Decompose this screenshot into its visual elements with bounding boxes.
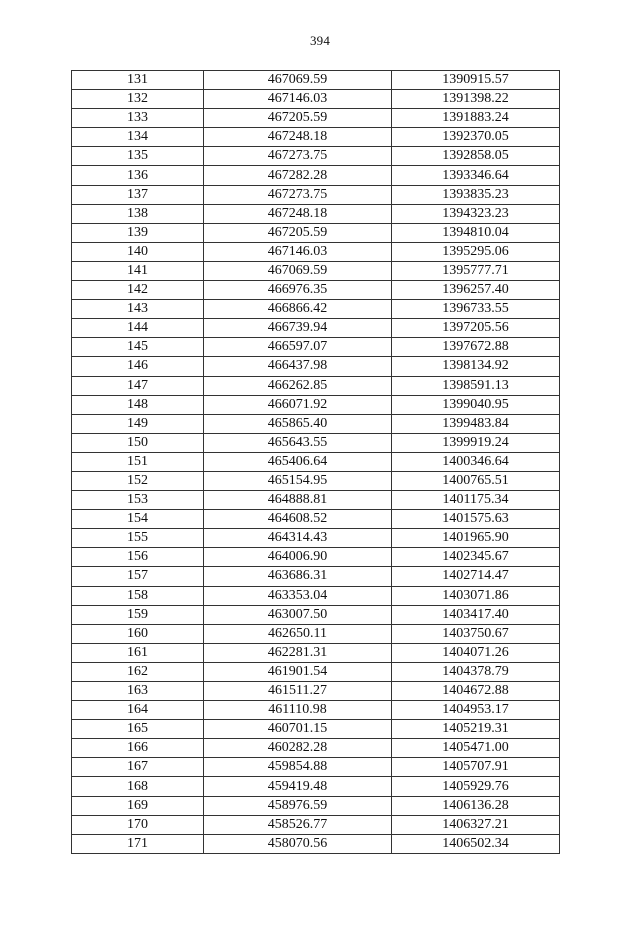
table-row (72, 261, 560, 280)
y-coordinate-cell: 1406327.21 (392, 815, 560, 834)
table-row (72, 185, 560, 204)
y-coordinate-cell: 1392370.05 (392, 128, 560, 147)
x-coordinate-cell: 464888.81 (204, 491, 392, 510)
table-row (72, 223, 560, 242)
table-row (72, 510, 560, 529)
x-coordinate-cell: 459419.48 (204, 777, 392, 796)
x-coordinate-cell: 462281.31 (204, 643, 392, 662)
y-coordinate-cell: 1397205.56 (392, 319, 560, 338)
y-coordinate-cell: 1396733.55 (392, 300, 560, 319)
table-row (72, 166, 560, 185)
y-coordinate-cell: 1393835.23 (392, 185, 560, 204)
y-coordinate-cell: 1394323.23 (392, 204, 560, 223)
coordinate-table (71, 70, 560, 854)
page-number: 394 (309, 33, 331, 48)
point-number-cell: 171 (72, 834, 204, 853)
point-number-cell: 146 (72, 357, 204, 376)
table-row (72, 471, 560, 490)
table-row (72, 109, 560, 128)
y-coordinate-cell: 1403071.86 (392, 586, 560, 605)
x-coordinate-cell: 464608.52 (204, 510, 392, 529)
table-row (72, 701, 560, 720)
x-coordinate-cell: 467146.03 (204, 90, 392, 109)
y-coordinate-cell: 1391883.24 (392, 109, 560, 128)
y-coordinate-cell: 1405707.91 (392, 758, 560, 777)
point-number-cell: 145 (72, 338, 204, 357)
point-number-cell: 166 (72, 739, 204, 758)
point-number-cell: 134 (72, 128, 204, 147)
point-number-cell: 157 (72, 567, 204, 586)
table-row (72, 720, 560, 739)
y-coordinate-cell: 1395295.06 (392, 242, 560, 261)
table-row (72, 529, 560, 548)
y-coordinate-cell: 1405219.31 (392, 720, 560, 739)
table-row (72, 758, 560, 777)
y-coordinate-cell: 1402345.67 (392, 548, 560, 567)
x-coordinate-cell: 465154.95 (204, 471, 392, 490)
x-coordinate-cell: 462650.11 (204, 624, 392, 643)
point-number-cell: 163 (72, 682, 204, 701)
point-number-cell: 147 (72, 376, 204, 395)
table-row (72, 395, 560, 414)
x-coordinate-cell: 461511.27 (204, 682, 392, 701)
x-coordinate-cell: 466597.07 (204, 338, 392, 357)
y-coordinate-cell: 1390915.57 (392, 71, 560, 90)
table-row (72, 682, 560, 701)
x-coordinate-cell: 465406.64 (204, 452, 392, 471)
y-coordinate-cell: 1405471.00 (392, 739, 560, 758)
point-number-cell: 156 (72, 548, 204, 567)
x-coordinate-cell: 467273.75 (204, 185, 392, 204)
table-row (72, 777, 560, 796)
point-number-cell: 137 (72, 185, 204, 204)
x-coordinate-cell: 463007.50 (204, 605, 392, 624)
point-number-cell: 158 (72, 586, 204, 605)
point-number-cell: 142 (72, 281, 204, 300)
table-row (72, 433, 560, 452)
x-coordinate-cell: 466437.98 (204, 357, 392, 376)
x-coordinate-cell: 460701.15 (204, 720, 392, 739)
point-number-cell: 139 (72, 223, 204, 242)
x-coordinate-cell: 464314.43 (204, 529, 392, 548)
table-row (72, 300, 560, 319)
table-row (72, 242, 560, 261)
y-coordinate-cell: 1400346.64 (392, 452, 560, 471)
table-row (72, 376, 560, 395)
x-coordinate-cell: 467069.59 (204, 261, 392, 280)
y-coordinate-cell: 1395777.71 (392, 261, 560, 280)
y-coordinate-cell: 1401175.34 (392, 491, 560, 510)
point-number-cell: 153 (72, 491, 204, 510)
y-coordinate-cell: 1392858.05 (392, 147, 560, 166)
point-number-cell: 161 (72, 643, 204, 662)
x-coordinate-cell: 467248.18 (204, 128, 392, 147)
point-number-cell: 133 (72, 109, 204, 128)
table-row (72, 491, 560, 510)
y-coordinate-cell: 1402714.47 (392, 567, 560, 586)
table-row (72, 605, 560, 624)
x-coordinate-cell: 459854.88 (204, 758, 392, 777)
y-coordinate-cell: 1393346.64 (392, 166, 560, 185)
x-coordinate-cell: 458976.59 (204, 796, 392, 815)
x-coordinate-cell: 467282.28 (204, 166, 392, 185)
y-coordinate-cell: 1398591.13 (392, 376, 560, 395)
y-coordinate-cell: 1397672.88 (392, 338, 560, 357)
table-row (72, 414, 560, 433)
table-row (72, 204, 560, 223)
table-row (72, 739, 560, 758)
x-coordinate-cell: 466976.35 (204, 281, 392, 300)
x-coordinate-cell: 463353.04 (204, 586, 392, 605)
point-number-cell: 141 (72, 261, 204, 280)
point-number-cell: 144 (72, 319, 204, 338)
table-row (72, 281, 560, 300)
table-row (72, 834, 560, 853)
table-row (72, 90, 560, 109)
y-coordinate-cell: 1398134.92 (392, 357, 560, 376)
point-number-cell: 168 (72, 777, 204, 796)
table-row (72, 319, 560, 338)
point-number-cell: 162 (72, 662, 204, 681)
table-row (72, 815, 560, 834)
point-number-cell: 154 (72, 510, 204, 529)
x-coordinate-cell: 461110.98 (204, 701, 392, 720)
y-coordinate-cell: 1404071.26 (392, 643, 560, 662)
point-number-cell: 164 (72, 701, 204, 720)
point-number-cell: 136 (72, 166, 204, 185)
y-coordinate-cell: 1401965.90 (392, 529, 560, 548)
y-coordinate-cell: 1405929.76 (392, 777, 560, 796)
y-coordinate-cell: 1399919.24 (392, 433, 560, 452)
table-row (72, 71, 560, 90)
y-coordinate-cell: 1400765.51 (392, 471, 560, 490)
x-coordinate-cell: 467273.75 (204, 147, 392, 166)
y-coordinate-cell: 1399483.84 (392, 414, 560, 433)
point-number-cell: 151 (72, 452, 204, 471)
table-row (72, 586, 560, 605)
x-coordinate-cell: 458526.77 (204, 815, 392, 834)
point-number-cell: 159 (72, 605, 204, 624)
point-number-cell: 149 (72, 414, 204, 433)
x-coordinate-cell: 460282.28 (204, 739, 392, 758)
point-number-cell: 165 (72, 720, 204, 739)
point-number-cell: 152 (72, 471, 204, 490)
table-row (72, 567, 560, 586)
y-coordinate-cell: 1404953.17 (392, 701, 560, 720)
point-number-cell: 131 (72, 71, 204, 90)
point-number-cell: 167 (72, 758, 204, 777)
x-coordinate-cell: 465643.55 (204, 433, 392, 452)
x-coordinate-cell: 467205.59 (204, 223, 392, 242)
x-coordinate-cell: 466262.85 (204, 376, 392, 395)
point-number-cell: 132 (72, 90, 204, 109)
table-body (72, 71, 560, 854)
point-number-cell: 160 (72, 624, 204, 643)
point-number-cell: 135 (72, 147, 204, 166)
y-coordinate-cell: 1399040.95 (392, 395, 560, 414)
table-row (72, 662, 560, 681)
table-row (72, 338, 560, 357)
x-coordinate-cell: 465865.40 (204, 414, 392, 433)
table-row (72, 643, 560, 662)
point-number-cell: 148 (72, 395, 204, 414)
point-number-cell: 155 (72, 529, 204, 548)
point-number-cell: 138 (72, 204, 204, 223)
x-coordinate-cell: 458070.56 (204, 834, 392, 853)
x-coordinate-cell: 466739.94 (204, 319, 392, 338)
x-coordinate-cell: 464006.90 (204, 548, 392, 567)
table-row (72, 147, 560, 166)
point-number-cell: 170 (72, 815, 204, 834)
x-coordinate-cell: 461901.54 (204, 662, 392, 681)
x-coordinate-cell: 467205.59 (204, 109, 392, 128)
table-row (72, 357, 560, 376)
y-coordinate-cell: 1406502.34 (392, 834, 560, 853)
y-coordinate-cell: 1406136.28 (392, 796, 560, 815)
y-coordinate-cell: 1404672.88 (392, 682, 560, 701)
table-row (72, 452, 560, 471)
x-coordinate-cell: 466866.42 (204, 300, 392, 319)
x-coordinate-cell: 467069.59 (204, 71, 392, 90)
x-coordinate-cell: 466071.92 (204, 395, 392, 414)
table-row (72, 128, 560, 147)
y-coordinate-cell: 1404378.79 (392, 662, 560, 681)
x-coordinate-cell: 467248.18 (204, 204, 392, 223)
y-coordinate-cell: 1403417.40 (392, 605, 560, 624)
table-row (72, 548, 560, 567)
point-number-cell: 169 (72, 796, 204, 815)
point-number-cell: 140 (72, 242, 204, 261)
point-number-cell: 150 (72, 433, 204, 452)
y-coordinate-cell: 1403750.67 (392, 624, 560, 643)
y-coordinate-cell: 1401575.63 (392, 510, 560, 529)
table-row (72, 624, 560, 643)
y-coordinate-cell: 1394810.04 (392, 223, 560, 242)
table-row (72, 796, 560, 815)
y-coordinate-cell: 1391398.22 (392, 90, 560, 109)
y-coordinate-cell: 1396257.40 (392, 281, 560, 300)
x-coordinate-cell: 467146.03 (204, 242, 392, 261)
point-number-cell: 143 (72, 300, 204, 319)
x-coordinate-cell: 463686.31 (204, 567, 392, 586)
